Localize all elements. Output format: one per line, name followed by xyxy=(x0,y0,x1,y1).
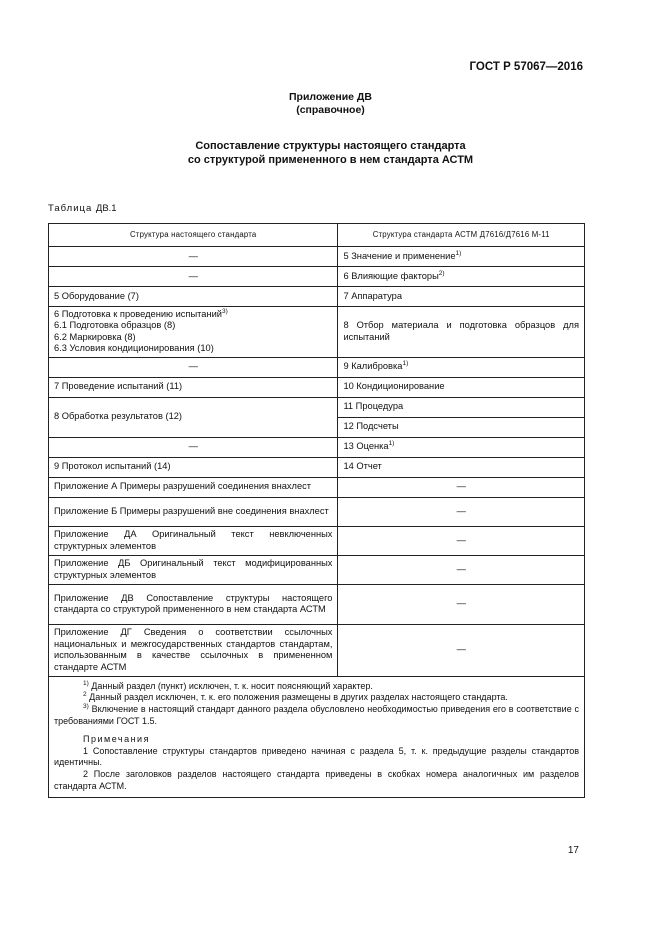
cell-left: Приложение ДГ Сведения о соответствии ссылочных национальных и межгосударственных стандартов стандартам, использованным в качестве ссылочных в примененном стандарте АСТМ xyxy=(49,624,338,676)
cell-right: 6 Влияющие факторы$^{2)}$ xyxy=(338,267,585,287)
cell-right: — xyxy=(338,584,585,624)
cell-left: 8 Обработка результатов (12) xyxy=(49,397,338,437)
table-footer xyxy=(49,676,585,797)
note: 2 После заголовков разделов настоящего стандарта приведены в скобках номера аналогичных им разделов стандарта АСТМ. xyxy=(54,769,579,791)
table-row xyxy=(49,437,585,457)
appendix-subtitle: (справочное) xyxy=(296,104,365,116)
footnote-ref: 1) xyxy=(388,440,395,448)
column-header-national: Структура настоящего стандарта xyxy=(49,224,338,247)
cell-left: Приложение Б Примеры разрушений вне соединения внахлест xyxy=(49,497,338,526)
footnote-ref: 1) xyxy=(402,360,409,368)
table-row xyxy=(49,377,585,397)
cell-right: 9 Калибровка$^{1)}$ xyxy=(338,357,585,377)
cell-left: 6 Подготовка к проведению испытаний$^{3)}$ 6.1 Подготовка образцов (8) 6.2 Маркировка (8) 6.3 Условия кондиционирования (10) xyxy=(49,307,338,358)
table-row xyxy=(49,267,585,287)
footnote: $^2$ Данный раздел исключен, т. к. его положения размещены в других разделах настоящего стандарта. xyxy=(83,691,508,703)
section-title xyxy=(0,139,661,167)
table-row xyxy=(49,477,585,497)
cell-right: 7 Аппаратура xyxy=(338,287,585,307)
cell-right: 13 Оценка$^{1)}$ xyxy=(338,437,585,457)
table-row xyxy=(49,497,585,526)
table-row xyxy=(49,584,585,624)
cell-left: — xyxy=(49,357,338,377)
cell-left: 5 Оборудование (7) xyxy=(49,287,338,307)
appendix-heading xyxy=(0,91,661,117)
cell-left: 7 Проведение испытаний (11) xyxy=(49,377,338,397)
cell-right: — xyxy=(338,497,585,526)
table-row xyxy=(49,397,585,417)
cell-left: — xyxy=(49,267,338,287)
section-title-line-2: со структурой примененного в нем стандарта АСТМ xyxy=(187,154,474,166)
table-row xyxy=(49,624,585,676)
footnote-ref: 3) xyxy=(221,307,228,315)
cell-left: Приложение А Примеры разрушений соединения внахлест xyxy=(49,477,338,497)
table-row xyxy=(49,526,585,555)
table-header-row xyxy=(49,224,585,247)
cell-left: 9 Протокол испытаний (14) xyxy=(49,457,338,477)
table-row xyxy=(49,307,585,358)
cell-left: Приложение ДВ Сопоставление структуры настоящего стандарта со структурой примененного в нем стандарта АСТМ xyxy=(49,584,338,624)
appendix-title: Приложение ДВ xyxy=(289,91,372,103)
cell-left: — xyxy=(49,437,338,457)
footnote: $^{1)}$ Данный раздел (пункт) исключен, т. к. носит поясняющий характер. xyxy=(83,679,373,691)
footnote: $^{3)}$ Включение в настоящий стандарт данного раздела обусловлено необходимостью приведения его в соответствие с требованиями ГОСТ 1.5. xyxy=(54,703,579,727)
document-code: ГОСТ Р 57067—2016 xyxy=(469,61,583,73)
table-row xyxy=(49,247,585,267)
footnote-ref: 2) xyxy=(438,269,445,277)
cell-right: 5 Значение и применение$^{1)}$ xyxy=(338,247,585,267)
cell-right: — xyxy=(338,477,585,497)
table-footer-row xyxy=(49,676,585,797)
cell-right: 12 Подсчеты xyxy=(338,417,585,437)
column-header-astm: Структура стандарта АСТМ Д7616/Д7616 М-11 xyxy=(338,224,585,247)
table-caption-word: Таблица xyxy=(48,203,93,214)
cell-left: — xyxy=(49,247,338,267)
cell-right: — xyxy=(338,526,585,555)
cell-right: 10 Кондиционирование xyxy=(338,377,585,397)
cell-right: — xyxy=(338,624,585,676)
table-row xyxy=(49,357,585,377)
table-caption-number: ДВ.1 xyxy=(95,203,117,214)
notes-title: Примечания xyxy=(83,733,150,744)
page-number: 17 xyxy=(567,845,579,856)
section-title-line-1: Сопоставление структуры настоящего стандарта xyxy=(195,140,466,152)
footnote-ref: 1) xyxy=(455,249,462,257)
cell-right: 8 Отбор материала и подготовка образцов для испытаний xyxy=(338,307,585,358)
cell-right: — xyxy=(338,555,585,584)
table-row xyxy=(49,457,585,477)
cell-right: 11 Процедура xyxy=(338,397,585,417)
table-caption xyxy=(48,203,117,214)
cell-left: Приложение ДБ Оригинальный текст модифицированных структурных элементов xyxy=(49,555,338,584)
note: 1 Сопоставление структуры стандартов приведено начиная с раздела 5, т. к. предыдущие разделы стандартов идентичны. xyxy=(54,745,579,768)
comparison-table xyxy=(48,223,585,798)
cell-left: Приложение ДА Оригинальный текст невключенных структурных элементов xyxy=(49,526,338,555)
cell-right: 14 Отчет xyxy=(338,457,585,477)
table-row xyxy=(49,555,585,584)
table-row xyxy=(49,287,585,307)
